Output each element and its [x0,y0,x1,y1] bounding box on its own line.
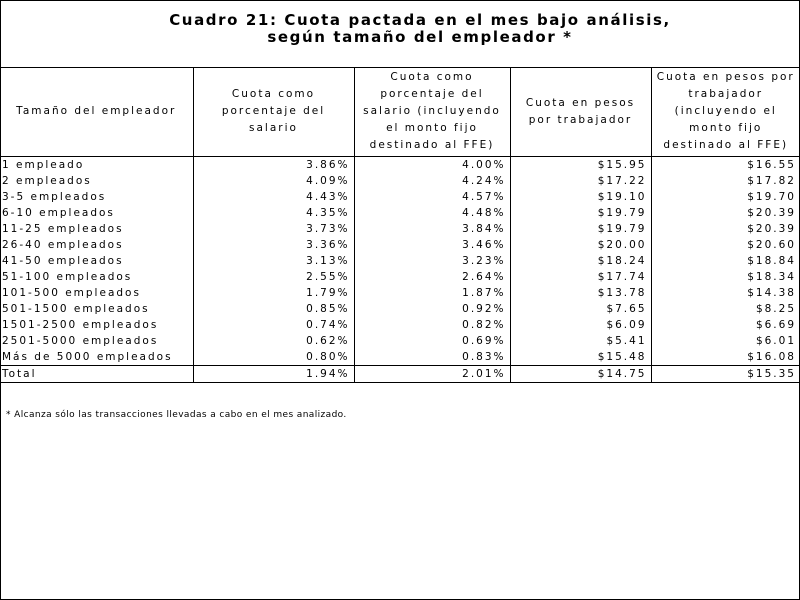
table-cell: $16.08 [651,349,800,366]
table-cell: $18.24 [510,253,651,269]
table-cell: $19.79 [510,221,651,237]
table-cell: $16.55 [651,157,800,174]
col-header-pct: Cuota como porcentaje del salario [193,67,354,157]
row-label: 6-10 empleados [2,207,115,219]
row-label: 101-500 empleados [2,287,141,299]
total-cell: $15.35 [651,366,800,383]
row-label: 1 empleado [2,159,85,171]
table-cell: 3.36% [193,237,354,253]
table-cell: $6.01 [651,333,800,349]
table-cell: 0.92% [354,301,510,317]
row-label: 51-100 empleados [2,271,133,283]
row-label: 2 empleados [2,175,92,187]
table-cell: 4.00% [354,157,510,174]
table-cell: 4.09% [193,173,354,189]
table-row [0,269,800,285]
table-row [0,237,800,253]
total-label: Total [0,366,193,383]
table-cell: 4.24% [354,173,510,189]
col-header-pesos: Cuota en pesos por trabajador [510,67,651,157]
table-row [0,253,800,269]
total-cell: $14.75 [510,366,651,383]
table-cell: 2.55% [193,269,354,285]
row-label: 2501-5000 empleados [2,335,159,347]
table-row [0,349,800,366]
table-cell: 4.35% [193,205,354,221]
table-cell: 0.85% [193,301,354,317]
table-cell: $5.41 [510,333,651,349]
title-line-1: Cuadro 21: Cuota pactada en el mes bajo análisis, [169,11,671,29]
table-cell: 0.82% [354,317,510,333]
table-cell: $18.34 [651,269,800,285]
table-cell: 4.48% [354,205,510,221]
table-cell: $15.95 [510,157,651,174]
row-label: 26-40 empleados [2,239,124,251]
row-label: 3-5 empleados [2,191,107,203]
table-cell: 3.86% [193,157,354,174]
table-cell: 1.87% [354,285,510,301]
title-box [0,0,800,68]
table-cell: $15.48 [510,349,651,366]
table-row [0,173,800,189]
header-row [0,67,800,157]
table-row [0,157,800,174]
col-header-pct-ffe: Cuota como porcentaje del salario (incluyendo el monto fijo destinado al FFE) [354,67,510,157]
table-row [0,189,800,205]
table-cell: $20.60 [651,237,800,253]
table-row [0,317,800,333]
table-cell: $20.00 [510,237,651,253]
table-cell: $8.25 [651,301,800,317]
col-header-pesos-ffe: Cuota en pesos por trabajador (incluyendo el monto fijo destinado al FFE) [651,67,800,157]
table-title [160,12,680,46]
table-row [0,285,800,301]
total-cell: 2.01% [354,366,510,383]
table-row [0,301,800,317]
table-cell: 4.43% [193,189,354,205]
table-cell: 0.83% [354,349,510,366]
table-cell: $18.84 [651,253,800,269]
row-label: 501-1500 empleados [2,303,150,315]
table-cell: 3.73% [193,221,354,237]
table-cell: 3.46% [354,237,510,253]
table-cell: $13.78 [510,285,651,301]
table-cell: 3.84% [354,221,510,237]
table-row [0,205,800,221]
table-cell: 0.80% [193,349,354,366]
title-line-2: según tamaño del empleador * [267,28,573,46]
table-cell: 4.57% [354,189,510,205]
table-cell: $14.38 [651,285,800,301]
table-cell: 0.69% [354,333,510,349]
table-cell: $7.65 [510,301,651,317]
table-cell: 1.79% [193,285,354,301]
total-cell: 1.94% [193,366,354,383]
table-cell: 2.64% [354,269,510,285]
table-cell: $19.70 [651,189,800,205]
data-table [0,67,800,383]
table-cell: 0.74% [193,317,354,333]
total-row [0,366,800,383]
table-row [0,333,800,349]
table-cell: $17.82 [651,173,800,189]
table-cell: $19.10 [510,189,651,205]
table-cell: $17.74 [510,269,651,285]
table-cell: 3.13% [193,253,354,269]
footnote: * Alcanza sólo las transacciones llevadas a cabo en el mes analizado. [6,410,347,420]
table-cell: $20.39 [651,205,800,221]
table-cell: $19.79 [510,205,651,221]
table-cell: $6.69 [651,317,800,333]
table-cell: $6.09 [510,317,651,333]
table-cell: $20.39 [651,221,800,237]
table-cell: $17.22 [510,173,651,189]
row-label: 1501-2500 empleados [2,319,159,331]
table-cell: 0.62% [193,333,354,349]
row-label: 11-25 empleados [2,223,124,235]
table-row [0,221,800,237]
row-label: Más de 5000 empleados [2,351,173,363]
col-header-size: Tamaño del empleador [0,67,193,157]
row-label: 41-50 empleados [2,255,124,267]
table-cell: 3.23% [354,253,510,269]
